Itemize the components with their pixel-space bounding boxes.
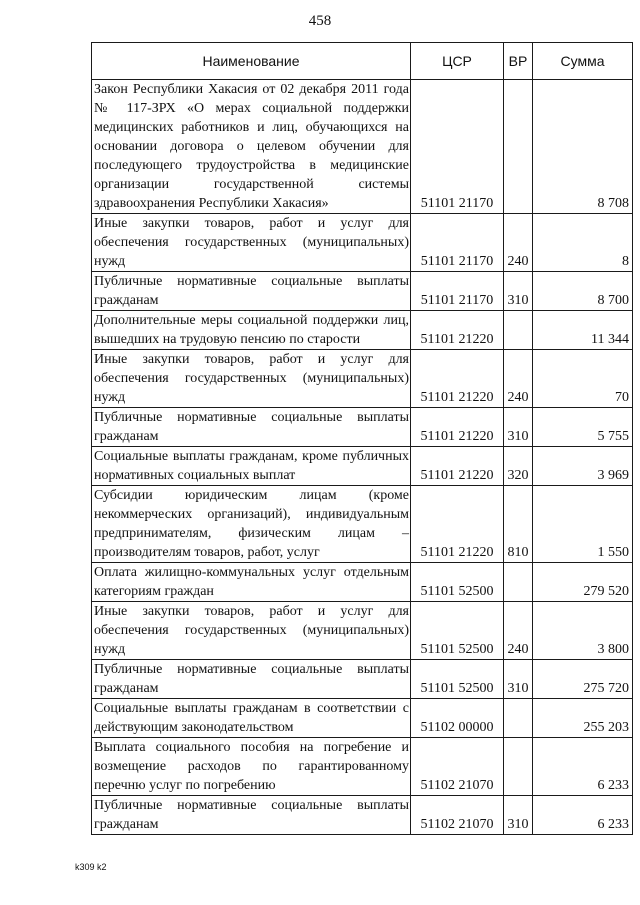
row-sum: 8 700 <box>533 272 633 311</box>
table-row <box>92 214 633 272</box>
row-vr: 810 <box>504 486 533 563</box>
row-csr: 51101 21170 <box>411 80 504 214</box>
row-sum: 255 203 <box>533 699 633 738</box>
table-row <box>92 350 633 408</box>
row-csr: 51101 21220 <box>411 447 504 486</box>
table-row <box>92 80 633 214</box>
row-sum: 8 <box>533 214 633 272</box>
row-csr: 51101 52500 <box>411 602 504 660</box>
table-row <box>92 738 633 796</box>
row-vr: 240 <box>504 350 533 408</box>
row-vr <box>504 311 533 350</box>
footer-code: k309 k2 <box>75 862 107 872</box>
row-sum: 8 708 <box>533 80 633 214</box>
table-row <box>92 311 633 350</box>
row-csr: 51101 21220 <box>411 350 504 408</box>
row-name: Публичные нормативные социальные выплаты гражданам <box>92 660 411 699</box>
table-header-row <box>92 43 633 80</box>
row-vr: 310 <box>504 660 533 699</box>
row-csr: 51101 21170 <box>411 214 504 272</box>
row-name: Субсидии юридическим лицам (кроме некоммерческих организаций), индивидуальным предпринимателям, физическим лицам – производителям товаров, работ, услуг <box>92 486 411 563</box>
row-sum: 1 550 <box>533 486 633 563</box>
row-name: Иные закупки товаров, работ и услуг для обеспечения государственных (муниципальных) нужд <box>92 214 411 272</box>
row-vr: 240 <box>504 602 533 660</box>
row-name: Дополнительные меры социальной поддержки лиц, вышедших на трудовую пенсию по старости <box>92 311 411 350</box>
page-number: 458 <box>308 13 332 29</box>
row-sum: 3 969 <box>533 447 633 486</box>
row-sum: 279 520 <box>533 563 633 602</box>
row-csr: 51102 21070 <box>411 738 504 796</box>
row-csr: 51101 21220 <box>411 408 504 447</box>
row-name: Иные закупки товаров, работ и услуг для обеспечения государственных (муниципальных) нужд <box>92 602 411 660</box>
table-row <box>92 660 633 699</box>
row-csr: 51101 21220 <box>411 311 504 350</box>
row-csr: 51102 00000 <box>411 699 504 738</box>
row-name: Социальные выплаты гражданам в соответствии с действующим законодательством <box>92 699 411 738</box>
row-vr: 320 <box>504 447 533 486</box>
row-vr <box>504 699 533 738</box>
row-csr: 51101 52500 <box>411 660 504 699</box>
row-sum: 275 720 <box>533 660 633 699</box>
row-vr: 310 <box>504 272 533 311</box>
row-vr: 310 <box>504 796 533 835</box>
header-name: Наименование <box>92 43 411 80</box>
row-sum: 6 233 <box>533 796 633 835</box>
row-sum: 11 344 <box>533 311 633 350</box>
table-row <box>92 699 633 738</box>
row-sum: 70 <box>533 350 633 408</box>
row-sum: 3 800 <box>533 602 633 660</box>
row-csr: 51101 52500 <box>411 563 504 602</box>
header-sum: Сумма <box>533 43 633 80</box>
row-csr: 51102 21070 <box>411 796 504 835</box>
row-sum: 6 233 <box>533 738 633 796</box>
table-row <box>92 602 633 660</box>
table-row <box>92 408 633 447</box>
table-row <box>92 563 633 602</box>
table-row <box>92 447 633 486</box>
row-name: Закон Республики Хакасия от 02 декабря 2011 года № 117-ЗРХ «О мерах социальной поддержки медицинских работников и лиц, обучающихся на основании договора о целевом обучении для последующего трудоустройства в медицинские организации государственной системы здравоохранения Республики Хакасия» <box>92 80 411 214</box>
row-sum: 5 755 <box>533 408 633 447</box>
row-name: Социальные выплаты гражданам, кроме публичных нормативных социальных выплат <box>92 447 411 486</box>
row-vr <box>504 80 533 214</box>
row-name: Публичные нормативные социальные выплаты гражданам <box>92 272 411 311</box>
table-row <box>92 272 633 311</box>
row-name: Оплата жилищно-коммунальных услуг отдельным категориям граждан <box>92 563 411 602</box>
row-vr <box>504 563 533 602</box>
row-name: Иные закупки товаров, работ и услуг для обеспечения государственных (муниципальных) нужд <box>92 350 411 408</box>
header-vr: ВР <box>504 43 533 80</box>
row-csr: 51101 21170 <box>411 272 504 311</box>
row-name: Публичные нормативные социальные выплаты гражданам <box>92 796 411 835</box>
header-csr: ЦСР <box>411 43 504 80</box>
budget-table <box>91 42 633 835</box>
row-name: Выплата социального пособия на погребение и возмещение расходов по гарантированному перечню услуг по погребению <box>92 738 411 796</box>
row-csr: 51101 21220 <box>411 486 504 563</box>
table-row <box>92 796 633 835</box>
row-vr: 310 <box>504 408 533 447</box>
row-name: Публичные нормативные социальные выплаты гражданам <box>92 408 411 447</box>
row-vr <box>504 738 533 796</box>
table-row <box>92 486 633 563</box>
row-vr: 240 <box>504 214 533 272</box>
